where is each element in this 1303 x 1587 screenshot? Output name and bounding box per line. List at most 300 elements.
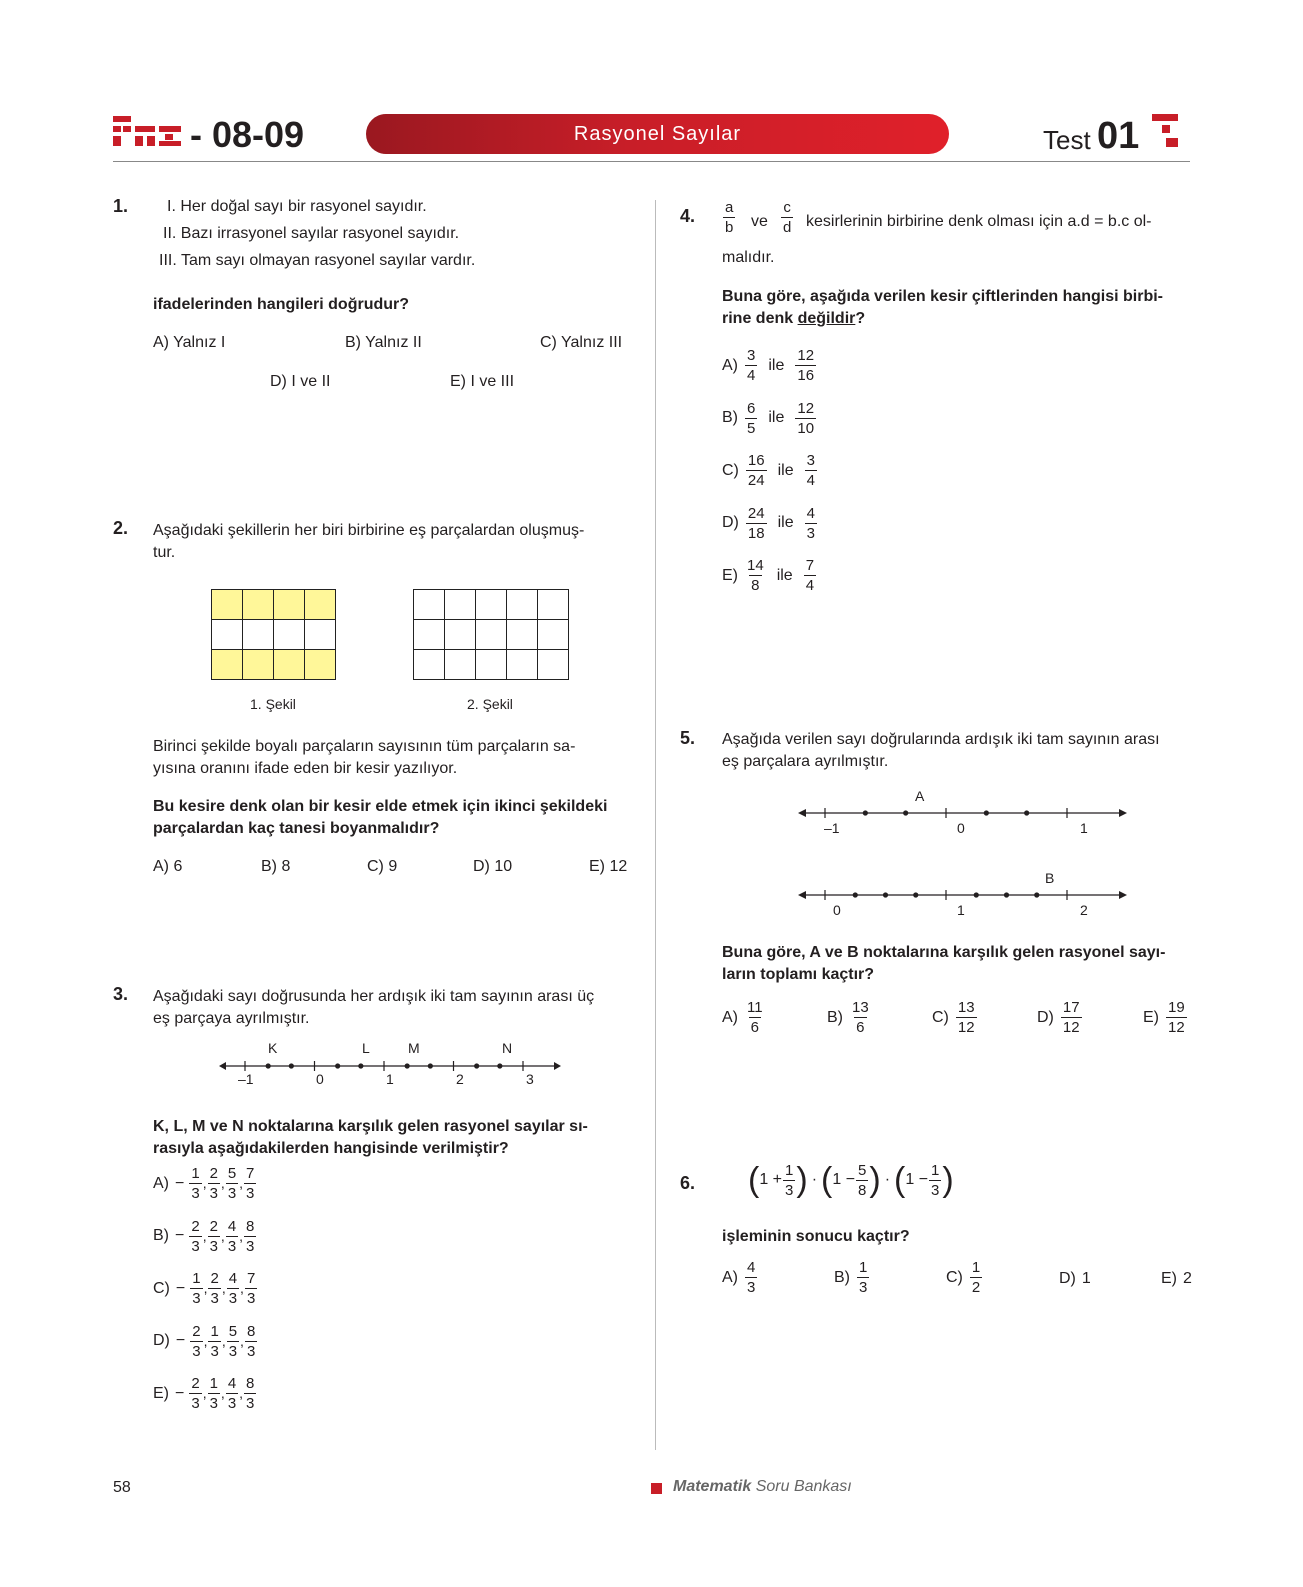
q4-right-denominator: 4	[805, 577, 815, 594]
book-title-bold: Matematik	[673, 1478, 752, 1495]
q3-opt-frac-numerator: 4	[228, 1270, 238, 1287]
q3-opt-frac-denominator: 3	[227, 1185, 237, 1202]
comma: ,	[221, 1332, 226, 1349]
q6-opt-fraction	[970, 1258, 982, 1297]
q2-intro-2: tur.	[153, 544, 176, 561]
q1-statement-1: I. Her doğal sayı bir rasyonel sayıdır.	[167, 198, 427, 215]
q3-opt-frac-fraction	[244, 1217, 256, 1256]
option-label: C)	[946, 1268, 963, 1286]
q2-option-a[interactable]: A) 6	[153, 858, 183, 875]
q2-text-2: yısına oranını ifade eden bir kesir yazılıyor.	[153, 760, 458, 777]
q4-right-fraction	[805, 451, 817, 490]
q1-statement-3: III. Tam sayı olmayan rasyonel sayılar vardır.	[159, 252, 476, 269]
option-label: D)	[1059, 1270, 1076, 1287]
q4-right-denominator: 16	[797, 367, 815, 384]
page-number: 58	[113, 1479, 131, 1496]
q3-opt-frac-fraction	[244, 1374, 256, 1413]
q4-left-denominator: 8	[751, 577, 760, 594]
q5-opt-numerator: 19	[1168, 999, 1185, 1016]
q3-tick-2: 2	[456, 1071, 464, 1087]
q5-opt-denominator: 12	[1062, 1019, 1080, 1036]
q5-option-e[interactable]	[1143, 998, 1188, 1037]
q4-left-denominator: 18	[747, 524, 765, 542]
q3-opt-frac-denominator: 3	[191, 1395, 200, 1412]
q4-left-numerator: 16	[747, 452, 765, 469]
q3-opt-frac-denominator: 3	[228, 1290, 238, 1307]
q3-point-l: L	[362, 1040, 370, 1056]
q3-opt-frac-fraction	[189, 1217, 201, 1256]
q4-left-denominator: 24	[747, 472, 765, 489]
q3-division-point	[335, 1063, 340, 1068]
q4-option-c[interactable]	[722, 451, 818, 490]
q5-l2-division-point	[1034, 892, 1039, 897]
q3-division-point	[289, 1063, 294, 1068]
q5-opt-fraction	[956, 998, 977, 1037]
q4-option-e[interactable]	[722, 556, 817, 595]
question-4-number: 4.	[680, 206, 696, 226]
q6-term-3: 1 −	[905, 1171, 929, 1188]
q5-l2-division-point	[913, 892, 918, 897]
q3-question-2: rasıyla aşağıdakilerden hangisinde verilmiştir?	[153, 1140, 509, 1157]
q3-intro-1: Aşağıdaki sayı doğrusunda her ardışık iki tam sayının arası üç	[153, 988, 595, 1005]
q6-term-1: 1 +	[759, 1171, 783, 1188]
q4-option-a[interactable]	[722, 346, 817, 385]
q4-left-denominator: 5	[747, 419, 756, 437]
q6-f2-num: 5	[858, 1161, 867, 1179]
q3-division-point	[428, 1063, 433, 1068]
q3-opt-frac-numerator: 1	[210, 1322, 219, 1340]
q6-dot-2: ·	[884, 1171, 891, 1188]
q4-text-1: kesirlerinin birbirine denk olması için a.d = b.c ol-	[806, 213, 1152, 230]
q2-question-1: Bu kesire denk olan bir kesir elde etmek için ikinci şekildeki	[153, 798, 608, 815]
q3-tick-1: 1	[386, 1071, 394, 1087]
q5-l1-tick-0: 0	[957, 820, 965, 836]
q3-opt-frac-denominator: 3	[228, 1342, 238, 1360]
q5-question-1: Buna göre, A ve B noktalarına karşılık gelen rasyonel sayı-	[722, 944, 1166, 961]
q3-tick-minus1: –1	[238, 1071, 254, 1087]
q6-f2-den: 8	[858, 1181, 867, 1199]
q3-opt-frac-denominator: 3	[209, 1395, 218, 1412]
ile-word: ile	[777, 514, 794, 531]
option-label: D)	[722, 514, 739, 531]
q4-right-numerator: 7	[805, 557, 815, 574]
q3-intro-2: eş parçaya ayrılmıştır.	[153, 1010, 310, 1027]
q5-intro-2: eş parçalara ayrılmıştır.	[722, 753, 889, 770]
q3-opt-frac-numerator: 8	[246, 1322, 256, 1340]
q3-opt-frac-fraction	[190, 1322, 202, 1361]
option-label: C)	[153, 1279, 170, 1297]
q3-option-c[interactable]	[153, 1269, 258, 1308]
q1-statement-2: II. Bazı irrasyonel sayılar rasyonel sayıdır.	[163, 225, 460, 242]
q3-opt-frac-numerator: 2	[209, 1217, 218, 1235]
q1-option-d[interactable]: D) I ve II	[270, 373, 331, 390]
unit-code: - 08-09	[190, 114, 305, 155]
q6-expression	[748, 1160, 954, 1200]
q5-l1-tick-minus1: –1	[824, 820, 840, 836]
q5-l1-division-point	[903, 810, 908, 815]
q5-point-a: A	[915, 788, 925, 804]
question-2-number: 2.	[113, 518, 129, 538]
q3-opt-frac-numerator: 5	[227, 1165, 237, 1182]
q6-option-c[interactable]	[946, 1258, 983, 1297]
comma: ,	[240, 1280, 244, 1296]
comma: ,	[220, 1227, 225, 1244]
q3-opt-frac-numerator: 1	[191, 1165, 200, 1182]
q3-option-e[interactable]	[153, 1374, 257, 1413]
q4-left-numerator: 3	[747, 347, 756, 364]
q3-opt-frac-denominator: 3	[227, 1395, 237, 1412]
q5-opt-fraction	[1061, 998, 1082, 1037]
q4-right-denominator: 4	[806, 472, 815, 489]
q4-left-fraction	[746, 504, 767, 543]
q3-opt-frac-denominator: 3	[209, 1237, 218, 1255]
q3-opt-frac-numerator: 7	[246, 1165, 255, 1182]
q6-f3-den: 3	[931, 1181, 940, 1199]
q4-q2-mark: ?	[855, 310, 866, 327]
q3-point-m: M	[408, 1040, 420, 1056]
minus-sign: −	[175, 1174, 185, 1192]
q3-opt-frac-fraction	[227, 1269, 239, 1308]
q4-option-b[interactable]	[722, 399, 817, 438]
q3-opt-frac-fraction	[245, 1269, 257, 1308]
q3-division-point	[474, 1063, 479, 1068]
minus-sign: −	[175, 1384, 185, 1402]
q3-option-b[interactable]	[153, 1217, 257, 1256]
q3-opt-frac-fraction	[244, 1164, 256, 1203]
title-banner	[366, 114, 949, 154]
q4-right-fraction	[804, 556, 816, 595]
comma: ,	[202, 1175, 207, 1191]
comma: ,	[220, 1175, 225, 1191]
q4-d: d	[783, 219, 792, 236]
q5-l2-division-point	[883, 892, 888, 897]
q3-opt-frac-denominator: 3	[246, 1290, 256, 1307]
q5-option-d[interactable]	[1037, 998, 1083, 1037]
q3-division-point	[497, 1063, 502, 1068]
paren-close-1: )	[796, 1161, 808, 1199]
q5-intro-1: Aşağıda verilen sayı doğrularında ardışık iki tam sayının arası	[722, 731, 1160, 748]
q3-opt-frac-numerator: 2	[209, 1165, 218, 1182]
q3-opt-frac-fraction	[227, 1322, 239, 1361]
comma: ,	[202, 1385, 207, 1401]
q6-term-2: 1 −	[832, 1171, 856, 1188]
minus-sign: −	[175, 1279, 186, 1297]
q3-opt-frac-fraction	[226, 1164, 238, 1203]
q6-opt-denominator: 3	[747, 1279, 756, 1296]
q3-opt-frac-denominator: 3	[227, 1237, 237, 1255]
q3-opt-frac-numerator: 1	[192, 1270, 201, 1287]
q2-text-1: Birinci şekilde boyalı parçaların sayısının tüm parçaların sa-	[153, 738, 576, 755]
q5-opt-denominator: 12	[1168, 1019, 1185, 1036]
q3-opt-frac-denominator: 3	[192, 1290, 201, 1307]
q1-question: ifadelerinden hangileri doğrudur?	[153, 296, 410, 313]
q6-option-e[interactable]	[1161, 1258, 1192, 1288]
ile-word: ile	[776, 566, 793, 584]
q3-opt-frac-fraction	[208, 1374, 220, 1413]
q4-left-fraction	[745, 346, 757, 385]
q3-opt-frac-numerator: 8	[246, 1217, 255, 1235]
option-label: A)	[722, 356, 738, 374]
option-label: B)	[722, 409, 738, 426]
q3-opt-frac-fraction	[226, 1217, 238, 1256]
q4-c: c	[783, 199, 791, 216]
option-label: E)	[153, 1384, 169, 1402]
q4-left-denominator: 4	[747, 367, 756, 384]
comma: ,	[202, 1227, 207, 1244]
q3-opt-frac-denominator: 3	[192, 1342, 201, 1360]
q6-question: işleminin sonucu kaçtır?	[722, 1228, 910, 1245]
q4-right-numerator: 3	[806, 452, 815, 469]
q5-opt-denominator: 12	[957, 1019, 975, 1036]
q4-question-2	[722, 308, 865, 330]
ile-word: ile	[768, 356, 785, 374]
option-label: E)	[1161, 1270, 1177, 1287]
q3-opt-frac-fraction	[226, 1374, 238, 1413]
option-label: D)	[1037, 1008, 1054, 1026]
option-label: A)	[153, 1174, 169, 1192]
q3-opt-frac-fraction	[208, 1164, 220, 1203]
book-title-rest: Soru Bankası	[751, 1478, 852, 1495]
q4-right-fraction	[805, 504, 817, 543]
comma: ,	[203, 1332, 208, 1349]
question-1-number: 1.	[113, 196, 129, 216]
q4-right-fraction	[795, 399, 816, 438]
comma: ,	[240, 1332, 244, 1349]
q5-option-a[interactable]	[722, 998, 766, 1037]
q3-tick-0: 0	[316, 1071, 324, 1087]
option-label: C)	[722, 461, 739, 479]
q6-opt-denominator: 3	[859, 1279, 868, 1296]
q4-b: b	[725, 219, 734, 236]
q3-opt-frac-fraction	[208, 1269, 220, 1308]
option-value: 1	[1081, 1270, 1091, 1287]
q5-l2-division-point	[974, 892, 979, 897]
q3-opt-frac-numerator: 1	[209, 1375, 218, 1392]
q5-opt-numerator: 11	[747, 999, 763, 1016]
q3-opt-frac-numerator: 8	[246, 1375, 255, 1392]
minus-sign: −	[175, 1227, 185, 1244]
question-6-number: 6.	[680, 1173, 696, 1193]
q6-f1-den: 3	[785, 1181, 794, 1199]
comma: ,	[221, 1280, 226, 1296]
comma: ,	[239, 1385, 244, 1401]
q4-text-2: malıdır.	[722, 249, 775, 266]
q3-opt-frac-numerator: 5	[228, 1322, 238, 1340]
q4-right-numerator: 12	[797, 347, 815, 364]
q4-right-denominator: 10	[797, 419, 815, 437]
q4-ve: ve	[751, 213, 768, 230]
header-rule	[113, 161, 1190, 162]
book-title	[673, 1478, 852, 1496]
comma: ,	[203, 1280, 208, 1296]
q6-opt-numerator: 1	[971, 1259, 981, 1276]
q3-division-point	[405, 1063, 410, 1068]
q6-opt-numerator: 1	[859, 1259, 868, 1276]
comma: ,	[220, 1385, 225, 1401]
q6-dot-1: ·	[811, 1171, 818, 1188]
q5-option-b[interactable]	[827, 998, 872, 1037]
question-3-number: 3.	[113, 984, 129, 1004]
minus-sign: −	[175, 1332, 186, 1349]
q3-point-n: N	[502, 1040, 513, 1056]
q4-right-denominator: 3	[806, 524, 815, 542]
q5-opt-numerator: 13	[957, 999, 975, 1016]
q3-option-a[interactable]	[153, 1164, 257, 1203]
q5-l1-division-point	[1024, 810, 1029, 815]
q2-option-b[interactable]: B) 8	[261, 858, 291, 875]
option-label: B)	[834, 1268, 850, 1286]
q4-left-fraction	[745, 556, 766, 595]
q3-opt-frac-denominator: 3	[191, 1185, 200, 1202]
q4-left-numerator: 14	[747, 557, 764, 574]
q5-l1-division-point	[863, 810, 868, 815]
q3-opt-frac-fraction	[245, 1322, 257, 1361]
ile-word: ile	[777, 461, 794, 479]
q6-f3-num: 1	[931, 1161, 940, 1179]
test-number: 01	[1097, 115, 1140, 157]
q6-opt-denominator: 2	[971, 1279, 981, 1296]
q3-opt-frac-denominator: 3	[191, 1237, 200, 1255]
q1-option-b[interactable]: B) Yalnız II	[345, 334, 422, 351]
q4-q2-underlined: değildir	[797, 310, 856, 327]
figure-1-label: 1. Şekil	[250, 696, 296, 712]
q3-opt-frac-denominator: 3	[210, 1290, 219, 1307]
q4-left-fraction	[745, 399, 757, 438]
ile-word: ile	[768, 409, 785, 426]
q3-opt-frac-denominator: 3	[246, 1237, 255, 1255]
footer-square-icon	[651, 1483, 662, 1494]
figure-2-grid	[413, 589, 569, 680]
q4-left-numerator: 24	[747, 504, 765, 522]
q5-l1-tick-1: 1	[1080, 820, 1088, 836]
q5-option-c[interactable]	[932, 998, 978, 1037]
comma: ,	[239, 1175, 244, 1191]
q5-opt-fraction	[745, 998, 765, 1037]
q2-intro-1: Aşağıdaki şekillerin her biri birbirine eş parçalardan oluşmuş-	[153, 522, 585, 539]
paren-close-3: )	[942, 1161, 954, 1199]
option-label: C)	[932, 1008, 949, 1026]
q3-opt-frac-numerator: 2	[210, 1270, 219, 1287]
q6-option-d[interactable]	[1059, 1258, 1091, 1288]
q3-opt-frac-fraction	[189, 1164, 201, 1203]
q5-l2-division-point	[853, 892, 858, 897]
q5-point-b: B	[1045, 870, 1055, 886]
q3-opt-frac-fraction	[208, 1217, 220, 1256]
q3-point-k: K	[268, 1040, 278, 1056]
option-label: B)	[153, 1227, 169, 1244]
q2-question-2: parçalardan kaç tanesi boyanmalıdır?	[153, 820, 440, 837]
q4-right-numerator: 12	[797, 399, 815, 417]
q6-option-b[interactable]	[834, 1258, 870, 1297]
q6-opt-fraction	[857, 1258, 869, 1297]
q3-option-d[interactable]	[153, 1322, 258, 1361]
paren-open-2: (	[821, 1161, 833, 1199]
q3-opt-frac-fraction	[190, 1269, 202, 1308]
option-label: B)	[827, 1008, 843, 1026]
q3-tick-3: 3	[526, 1071, 534, 1087]
option-label: E)	[1143, 1008, 1159, 1026]
question-5-number: 5.	[680, 728, 696, 748]
q1-option-a[interactable]: A) Yalnız I	[153, 334, 226, 351]
option-label: A)	[722, 1008, 738, 1026]
q3-opt-frac-denominator: 3	[209, 1185, 218, 1202]
q4-a: a	[725, 199, 734, 216]
q3-opt-frac-denominator: 3	[246, 1342, 256, 1360]
q3-opt-frac-numerator: 2	[191, 1217, 200, 1235]
option-label: E)	[722, 566, 738, 584]
q4-fraction-cd	[780, 198, 794, 237]
page-title: Rasyonel Sayılar	[573, 123, 742, 145]
q4-left-numerator: 6	[747, 399, 756, 417]
q5-l2-division-point	[1004, 892, 1009, 897]
comma: ,	[239, 1227, 244, 1244]
test-label: Test	[1043, 125, 1091, 155]
q5-question-2: ların toplamı kaçtır?	[722, 966, 875, 983]
option-label: D)	[153, 1332, 170, 1349]
q5-opt-fraction	[1166, 998, 1187, 1037]
q4-right-numerator: 4	[806, 504, 815, 522]
q2-option-c[interactable]: C) 9	[367, 858, 398, 875]
q2-option-d[interactable]: D) 10	[473, 858, 513, 875]
q4-left-fraction	[746, 451, 767, 490]
q1-option-e[interactable]: E) I ve III	[450, 373, 515, 390]
option-value: 2	[1183, 1270, 1192, 1287]
q4-question-1: Buna göre, aşağıda verilen kesir çiftlerinden hangisi birbi-	[722, 288, 1164, 305]
q6-option-a[interactable]	[722, 1258, 758, 1297]
q5-l2-tick-2: 2	[1080, 902, 1088, 918]
q2-option-e[interactable]: E) 12	[589, 858, 628, 875]
q3-opt-frac-denominator: 3	[246, 1185, 255, 1202]
q3-opt-frac-denominator: 3	[210, 1342, 219, 1360]
q5-opt-numerator: 13	[852, 999, 869, 1016]
q3-opt-frac-numerator: 2	[192, 1322, 201, 1340]
q3-division-point	[358, 1063, 363, 1068]
q3-opt-frac-numerator: 2	[191, 1375, 200, 1392]
paren-close-2: )	[869, 1161, 881, 1199]
paren-open-1: (	[748, 1161, 760, 1199]
figure-2-label: 2. Şekil	[467, 696, 513, 712]
q5-opt-fraction	[850, 998, 871, 1037]
q3-opt-frac-numerator: 7	[246, 1270, 256, 1287]
q5-l2-tick-0: 0	[833, 902, 841, 918]
q5-l1-division-point	[984, 810, 989, 815]
q4-fraction-ab	[722, 198, 736, 237]
q3-division-point	[266, 1063, 271, 1068]
q5-l2-tick-1: 1	[957, 902, 965, 918]
column-divider	[655, 200, 656, 1450]
q3-opt-frac-fraction	[189, 1374, 201, 1413]
q5-opt-denominator: 6	[750, 1019, 759, 1036]
q3-question-1: K, L, M ve N noktalarına karşılık gelen rasyonel sayılar sı-	[153, 1118, 588, 1135]
q6-opt-fraction	[745, 1258, 757, 1297]
brand-logo	[113, 114, 185, 154]
figure-1-grid	[211, 589, 336, 680]
q5-opt-denominator: 6	[856, 1019, 865, 1036]
q5-opt-numerator: 17	[1062, 999, 1080, 1016]
paren-open-3: (	[894, 1161, 906, 1199]
q3-opt-frac-numerator: 4	[227, 1375, 237, 1392]
option-label: A)	[722, 1268, 738, 1286]
q3-opt-frac-denominator: 3	[246, 1395, 255, 1412]
q6-opt-numerator: 4	[747, 1259, 756, 1276]
q1-option-c[interactable]: C) Yalnız III	[540, 334, 623, 351]
test-logo-icon	[1152, 114, 1178, 152]
q6-f1-num: 1	[785, 1161, 794, 1179]
q4-option-d[interactable]	[722, 504, 818, 543]
q3-opt-frac-fraction	[208, 1322, 220, 1361]
q3-opt-frac-numerator: 4	[227, 1217, 237, 1235]
q4-q2-a: rine denk	[722, 310, 798, 327]
